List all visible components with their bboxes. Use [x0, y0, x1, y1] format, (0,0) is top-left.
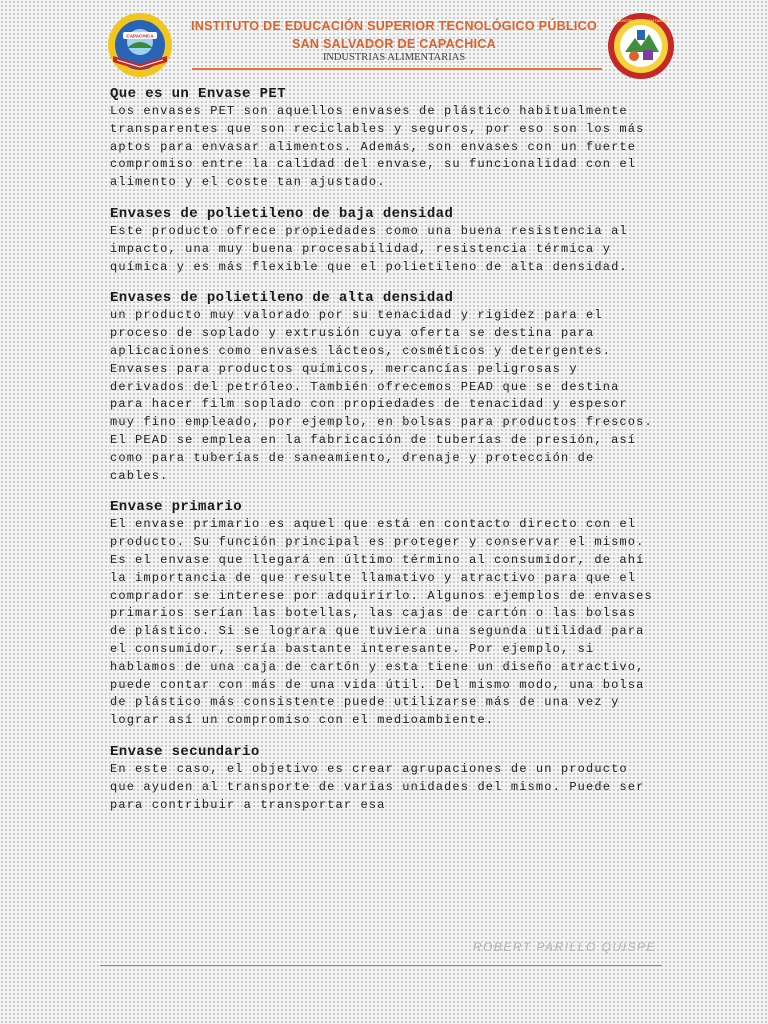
- section-envase-secundario: [110, 744, 655, 814]
- section-text: Los envases PET son aquellos envases de plástico habitualmente transparentes que son reciclables y seguros, por eso son los más aptos para envasar alimentos. Además, son envases con un fuerte compromiso entre la calidad del envase, su funcionalidad con el alimento y el coste tan ajustado.: [110, 104, 645, 190]
- section-heading: Que es un Envase PET: [110, 86, 287, 102]
- section-envase-primario: [110, 499, 655, 730]
- section-heading: Envase secundario: [110, 743, 260, 760]
- footer-divider: [100, 965, 662, 966]
- section-heading: Envase primario: [110, 499, 243, 516]
- section-envase-pet: [110, 86, 655, 192]
- page-header: [0, 12, 768, 82]
- section-text: Este producto ofrece propiedades como una buena resistencia al impacto, una muy buena procesabilidad, resistencia térmica y química y es más flexible que el polietileno de alta densidad.: [110, 223, 628, 274]
- section-heading: Envases de polietileno de baja densidad: [110, 205, 454, 222]
- institution-name: INSTITUTO DE EDUCACIÓN SUPERIOR TECNOLÓGICO PÚBLICO: [190, 19, 598, 33]
- header-divider: [192, 68, 602, 70]
- section-heading: Envases de polietileno de alta densidad: [110, 290, 454, 307]
- author-name: ROBERT PARILLO QUISPE: [472, 940, 656, 954]
- program-name: INDUSTRIAS ALIMENTARIAS: [322, 52, 466, 63]
- logo-left-label: CAPACHICA: [126, 33, 154, 39]
- section-text: un producto muy valorado por su tenacidad y rigidez para el proceso de soplado y extrusión cuya oferta se destina para aplicaciones como envases lácteos, cosméticos y detergentes. Envases para productos químicos, mercancías peligrosas y derivados del petróleo. También ofrecemos PEAD que se destina para hacer film soplado con propiedades de tenacidad y espesor muy fino empleado, por ejemplo, en bolsas para productos frescos. El PEAD se emplea en la fabricación de tuberías de presión, así como para tuberías de saneamiento, drenaje y protección de cables.: [110, 308, 653, 483]
- document-body: [110, 86, 655, 828]
- section-alta-densidad: [110, 290, 655, 485]
- section-text: El envase primario es aquel que está en contacto directo con el producto. Su función principal es proteger y conservar el mismo. Es el envase que llegará en último término al consumidor, de ahí la importancia de que resulte llamativo y atractivo para que el comprador se interese por adquirirlo. Algunos ejemplos de envases primarios serían las botellas, las cajas de cartón o las bolsas de plástico. Si se lograra que tuviera una segunda utilidad para el consumidor, sería bastante interesante. Por ejemplo, si hablamos de una caja de cartón y esta tiene un diseño atractivo, puede contar con más de una vida útil. Del mismo modo, una bolsa de plástico más consistente puede utilizarse más de una vez y lograr así un compromiso con el medioambiente.: [110, 517, 653, 728]
- logo-right-label: INDUSTRIAS ALIMENTARIAS: [613, 18, 669, 23]
- institute-logo: [107, 12, 173, 78]
- program-logo: [607, 12, 675, 80]
- section-baja-densidad: [110, 206, 655, 276]
- section-text: En este caso, el objetivo es crear agrupaciones de un producto que ayuden al transporte de varias unidades del mismo. Puede ser para contribuir a transportar esa: [110, 761, 645, 812]
- institution-location: SAN SALVADOR DE CAPACHICA: [291, 37, 497, 51]
